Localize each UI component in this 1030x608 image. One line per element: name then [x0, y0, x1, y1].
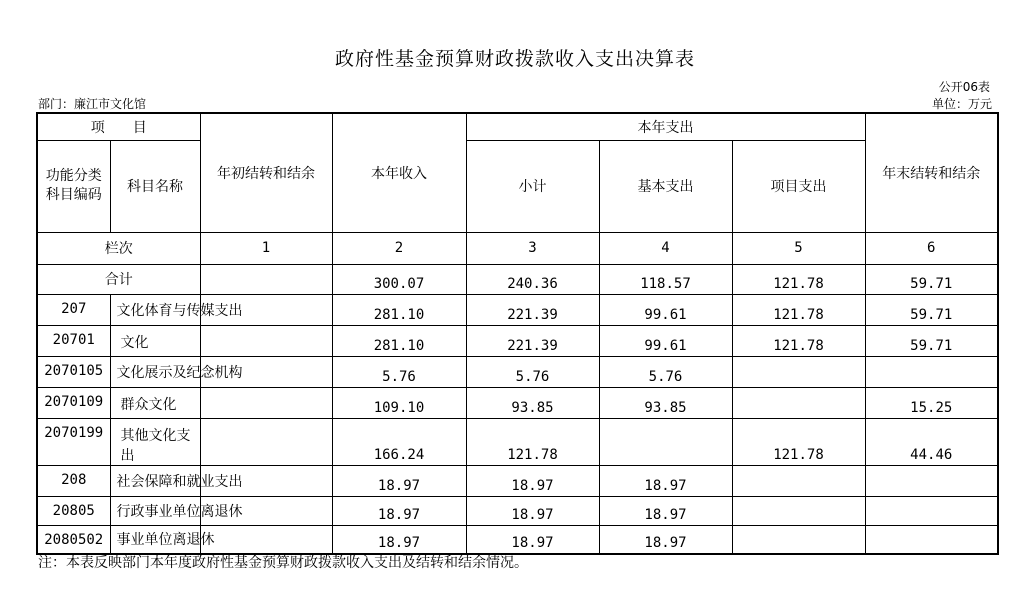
row-name: 社会保障和就业支出 — [110, 465, 200, 496]
row-project — [732, 525, 865, 554]
total-subtotal: 240.36 — [466, 264, 599, 294]
col-num-6: 6 — [865, 232, 998, 264]
row-subtotal: 18.97 — [466, 496, 599, 525]
header-subtotal: 小计 — [466, 140, 599, 232]
row-name: 行政事业单位离退休 — [110, 496, 200, 525]
row-name: 其他文化支出 — [110, 418, 200, 465]
row-begin — [200, 325, 332, 356]
row-basic: 99.61 — [599, 325, 732, 356]
row-code: 208 — [37, 465, 110, 496]
table-row — [37, 525, 998, 554]
row-code: 20805 — [37, 496, 110, 525]
budget-table — [36, 112, 999, 555]
total-row — [37, 264, 998, 294]
total-end: 59.71 — [865, 264, 998, 294]
row-subtotal: 93.85 — [466, 387, 599, 418]
total-label: 合计 — [37, 264, 200, 294]
col-num-2: 2 — [332, 232, 466, 264]
unit-label: 单位：万元 — [931, 97, 992, 111]
row-code: 2070105 — [37, 356, 110, 387]
row-end — [865, 496, 998, 525]
row-subtotal: 5.76 — [466, 356, 599, 387]
row-income: 281.10 — [332, 294, 466, 325]
row-name: 文化体育与传媒支出 — [110, 294, 200, 325]
row-end — [865, 465, 998, 496]
row-project: 121.78 — [732, 418, 865, 465]
row-subtotal: 221.39 — [466, 294, 599, 325]
total-project: 121.78 — [732, 264, 865, 294]
row-project: 121.78 — [732, 325, 865, 356]
footnote: 注：本表反映部门本年度政府性基金预算财政拨款收入支出及结转和结余情况。 — [38, 555, 528, 571]
row-basic: 93.85 — [599, 387, 732, 418]
row-basic: 18.97 — [599, 465, 732, 496]
total-begin — [200, 264, 332, 294]
row-end: 59.71 — [865, 325, 998, 356]
col-num-4: 4 — [599, 232, 732, 264]
header-func-code: 功能分类科目编码 — [37, 140, 110, 232]
row-begin — [200, 387, 332, 418]
department-label: 部门：廉江市文化馆 — [38, 97, 147, 111]
row-end: 59.71 — [865, 294, 998, 325]
row-income: 18.97 — [332, 525, 466, 554]
row-project — [732, 387, 865, 418]
col-num-3: 3 — [466, 232, 599, 264]
col-num-5: 5 — [732, 232, 865, 264]
header-end-balance: 年末结转和结余 — [865, 113, 998, 232]
row-end — [865, 356, 998, 387]
row-subtotal: 18.97 — [466, 465, 599, 496]
table-row — [37, 294, 998, 325]
row-subtotal: 18.97 — [466, 525, 599, 554]
row-end — [865, 525, 998, 554]
header-begin-balance: 年初结转和结余 — [200, 113, 332, 232]
row-code: 207 — [37, 294, 110, 325]
table-row — [37, 418, 998, 465]
row-project: 121.78 — [732, 294, 865, 325]
row-basic: 5.76 — [599, 356, 732, 387]
row-begin — [200, 418, 332, 465]
row-begin — [200, 525, 332, 554]
total-basic: 118.57 — [599, 264, 732, 294]
header-item: 项 目 — [37, 113, 200, 140]
header-col-index: 栏次 — [37, 232, 200, 264]
table-row — [37, 387, 998, 418]
row-project — [732, 496, 865, 525]
row-code: 2070109 — [37, 387, 110, 418]
row-subtotal: 221.39 — [466, 325, 599, 356]
table-row — [37, 325, 998, 356]
form-number: 公开06表 — [938, 80, 990, 94]
header-basic: 基本支出 — [599, 140, 732, 232]
row-project — [732, 465, 865, 496]
header-income: 本年收入 — [332, 113, 466, 232]
row-project — [732, 356, 865, 387]
row-end: 44.46 — [865, 418, 998, 465]
row-code: 2080502 — [37, 525, 110, 554]
row-income: 5.76 — [332, 356, 466, 387]
total-income: 300.07 — [332, 264, 466, 294]
row-income: 109.10 — [332, 387, 466, 418]
row-income: 18.97 — [332, 496, 466, 525]
header-project: 项目支出 — [732, 140, 865, 232]
report-title: 政府性基金预算财政拨款收入支出决算表 — [334, 48, 695, 70]
row-income: 18.97 — [332, 465, 466, 496]
header-subject-name: 科目名称 — [110, 140, 200, 232]
row-code: 20701 — [37, 325, 110, 356]
col-num-1: 1 — [200, 232, 332, 264]
row-basic — [599, 418, 732, 465]
row-basic: 18.97 — [599, 525, 732, 554]
row-subtotal: 121.78 — [466, 418, 599, 465]
row-basic: 99.61 — [599, 294, 732, 325]
row-basic: 18.97 — [599, 496, 732, 525]
row-name: 文化 — [110, 325, 200, 356]
row-income: 281.10 — [332, 325, 466, 356]
row-end: 15.25 — [865, 387, 998, 418]
row-name: 事业单位离退休 — [110, 525, 200, 554]
row-code: 2070199 — [37, 418, 110, 465]
table-row — [37, 465, 998, 496]
table-row — [37, 496, 998, 525]
row-income: 166.24 — [332, 418, 466, 465]
row-name: 群众文化 — [110, 387, 200, 418]
header-expense: 本年支出 — [466, 113, 865, 140]
row-name: 文化展示及纪念机构 — [110, 356, 200, 387]
table-row — [37, 356, 998, 387]
